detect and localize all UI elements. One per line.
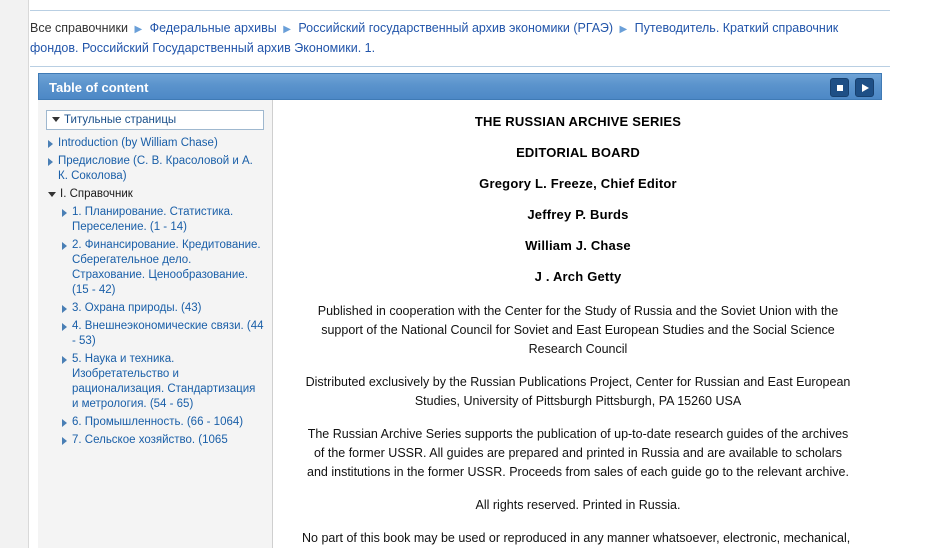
sidebar-item-label: 3. Охрана природы. (43) — [72, 302, 202, 314]
sidebar-item-label: Предисловие (С. В. Красоловой и А. К. Соколова) — [58, 155, 253, 182]
chevron-down-icon — [48, 192, 56, 197]
stop-glyph — [837, 85, 843, 91]
sidebar-item-section-5[interactable] — [46, 352, 264, 412]
breadcrumb-region — [30, 10, 890, 67]
breadcrumb-item-1[interactable]: Федеральные архивы — [149, 21, 277, 35]
sidebar-item-label: 2. Финансирование. Кредитование. Сберегательное дело. Страхование. Ценообразование. (15 - 42) — [72, 239, 261, 296]
breadcrumb — [30, 19, 890, 64]
document-viewer — [274, 100, 882, 548]
document-editor-getty: J . Arch Getty — [534, 269, 622, 284]
breadcrumb-separator-icon: ▶ — [134, 24, 143, 35]
sidebar-item-section-1[interactable] — [46, 205, 264, 235]
sidebar-item-label: Титульные страницы — [64, 114, 177, 126]
sidebar-item-title-pages[interactable] — [46, 110, 264, 130]
content-area — [38, 100, 882, 548]
sidebar-item-label: 7. Сельское хозяйство. (1065 — [72, 434, 228, 446]
document-heading-series: THE RUSSIAN ARCHIVE SERIES — [474, 114, 682, 129]
chevron-right-icon — [62, 437, 67, 445]
sidebar-item-section-4[interactable] — [46, 319, 264, 349]
chevron-right-icon — [62, 209, 67, 217]
sidebar-item-preface[interactable] — [46, 154, 264, 184]
play-icon[interactable] — [855, 78, 874, 97]
sidebar-item-label: Introduction (by William Chase) — [58, 137, 218, 149]
chevron-right-icon — [62, 419, 67, 427]
chevron-right-icon — [48, 158, 53, 166]
sidebar-item-label: 4. Внешнеэкономические связи. (44 - 53) — [72, 320, 264, 347]
sidebar-item-section-6[interactable] — [46, 415, 264, 430]
chevron-right-icon — [62, 323, 67, 331]
stop-icon[interactable] — [830, 78, 849, 97]
sidebar-item-section-2[interactable] — [46, 238, 264, 298]
breadcrumb-top-divider — [30, 10, 890, 11]
chevron-right-icon — [62, 356, 67, 364]
chevron-right-icon — [62, 305, 67, 313]
sidebar-item-introduction[interactable] — [46, 136, 264, 151]
document-paragraph-distribution: Distributed exclusively by the Russian Publications Project, Center for Russian and East European Studies, University of Pittsburgh Pittsburgh, PA 15260 USA — [305, 375, 851, 408]
document-editor-burds: Jeffrey P. Burds — [527, 207, 629, 222]
document-paragraph-series-support: The Russian Archive Series supports the publication of up-to-date research guides of the archives of the former USSR. All guides are prepared and printed in Russia and are available to scholars and institutions in the former USSR. Proceeds from sales of each guide go to the relevant archive. — [307, 427, 849, 479]
document-editor-chase: William J. Chase — [525, 238, 631, 253]
document-paragraph-rights: All rights reserved. Printed in Russia. — [475, 498, 681, 512]
toc-header-title: Table of content — [49, 80, 149, 95]
sidebar-item-section-3[interactable] — [46, 301, 264, 316]
play-glyph — [862, 84, 869, 92]
document-chief-editor: Gregory L. Freeze, Chief Editor — [479, 176, 677, 191]
breadcrumb-item-2[interactable]: Российский государственный архив экономики (РГАЭ) — [298, 21, 613, 35]
document-paragraph-cooperation: Published in cooperation with the Center for the Study of Russia and the Soviet Union with the support of the National Council for Soviet and East European Studies and the Social Science Research Council — [317, 304, 839, 356]
left-rail — [0, 0, 29, 548]
sidebar-item-section-7[interactable] — [46, 433, 264, 448]
toc-header-buttons — [830, 78, 874, 97]
breadcrumb-item-3[interactable]: Путеводитель. Краткий справочник фондов. Российский Государственный архив Экономики. 1. — [30, 21, 839, 55]
chevron-down-icon — [52, 117, 60, 122]
sidebar-item-label: 6. Промышленность. (66 - 1064) — [72, 416, 244, 428]
chevron-right-icon — [48, 140, 53, 148]
breadcrumb-separator-icon: ▶ — [619, 24, 628, 35]
document-heading-board: EDITORIAL BOARD — [516, 145, 640, 160]
breadcrumb-item-0[interactable]: Все справочники — [30, 21, 128, 35]
toc-sidebar[interactable] — [38, 100, 273, 548]
document-paragraph-reproduction: No part of this book may be used or reproduced in any manner whatsoever, electronic, mechanical, — [302, 531, 851, 545]
breadcrumb-separator-icon: ▶ — [283, 24, 291, 35]
sidebar-item-handbook[interactable] — [46, 187, 264, 202]
sidebar-item-label: 1. Планирование. Статистика. Переселение. (1 - 14) — [72, 206, 234, 233]
chevron-right-icon — [62, 242, 67, 250]
toc-header-bar — [38, 73, 882, 100]
breadcrumb-bottom-divider — [30, 66, 890, 67]
sidebar-item-label: 5. Наука и техника. Изобретательство и рационализация. Стандартизация и метрология. (54 - 65) — [72, 353, 256, 410]
sidebar-item-label: I. Справочник — [60, 188, 133, 200]
